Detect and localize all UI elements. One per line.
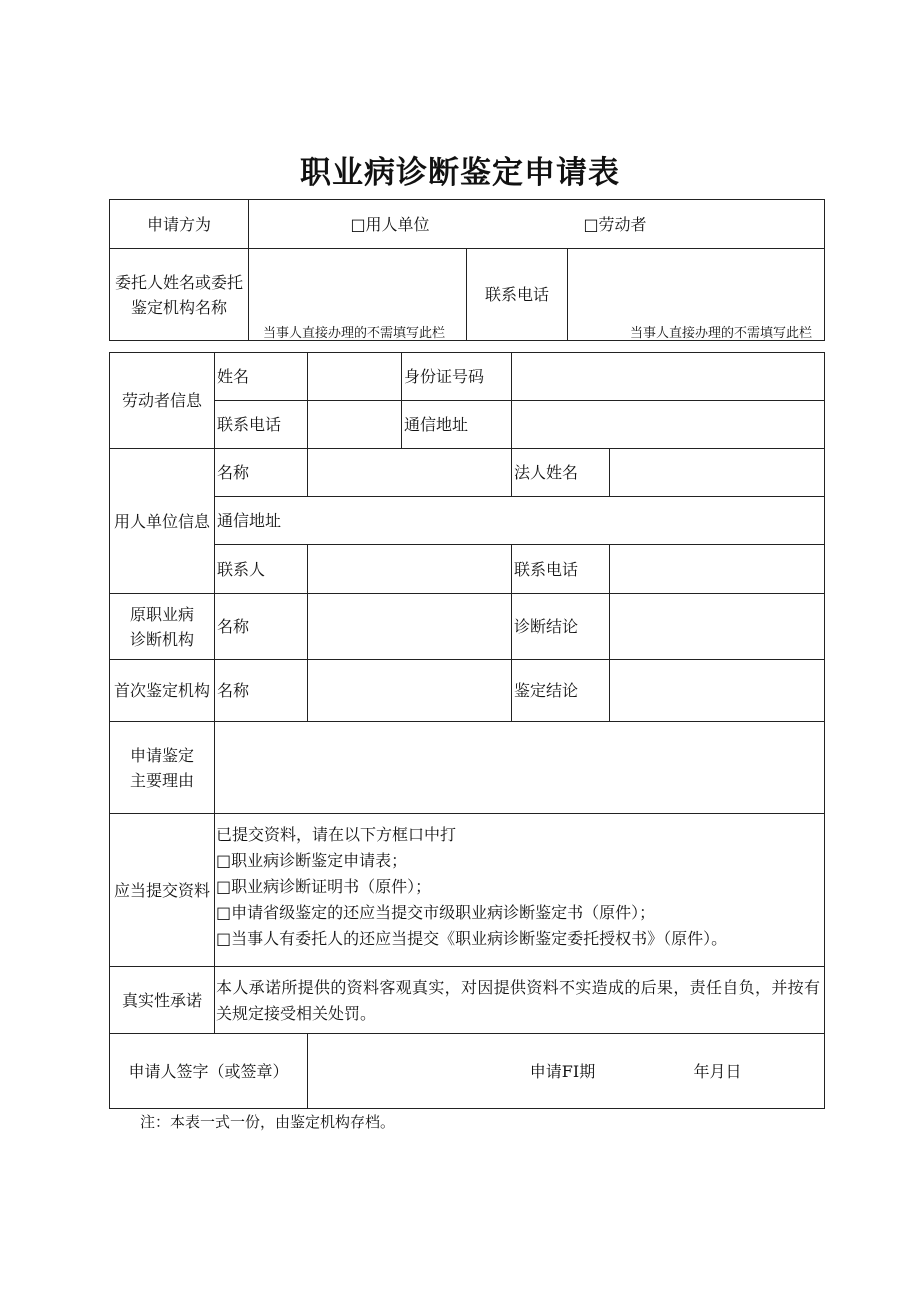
reason-label-line1: 申请鉴定 [129,745,194,765]
appraisal-conclusion-field[interactable] [610,660,824,721]
original-diagnosis-name-label: 名称 [217,617,250,636]
first-appraisal-label: 首次鉴定机构 [113,681,210,700]
worker-name-field[interactable] [308,353,401,400]
materials-instruction: 已提交资料，请在以下方框口中打 [216,825,457,844]
employer-name-label: 名称 [217,463,250,482]
first-appraisal-name-label: 名称 [217,681,250,700]
agent-name-label [110,249,248,340]
material-checkbox-diagnosis-certificate[interactable]: □职业病诊断证明书（原件）； [216,877,432,896]
applicant-employer-checkbox[interactable]: □用人单位 [350,214,430,234]
worker-id-label: 身份证号码 [404,367,485,386]
original-diagnosis-label-line2: 诊断机构 [129,629,194,649]
applicant-worker-checkbox[interactable]: □劳动者 [583,214,647,234]
material-checkbox-authorization[interactable]: □当事人有委托人的还应当提交《职业病诊断鉴定委托授权书》（原件）。 [216,929,728,948]
legal-rep-label: 法人姓名 [514,463,579,482]
diagnosis-conclusion-label: 诊断结论 [514,617,579,636]
application-date-label: 申请FI期 [529,1061,596,1081]
reason-label [110,722,214,813]
worker-info-label: 劳动者信息 [121,391,202,410]
agent-phone-hint: 当事人直接办理的不需填写此栏 [630,326,813,341]
employer-contact-field[interactable] [308,545,511,593]
application-date-field[interactable]: 年月日 [693,1061,742,1081]
agent-phone-label: 联系电话 [484,285,549,304]
employer-info-label: 用人单位信息 [113,511,210,531]
worker-address-label: 通信地址 [404,415,469,434]
employer-address-label: 通信地址 [217,511,282,530]
reason-field[interactable] [215,722,824,813]
commitment-text: 本人承诺所提供的资料客观真实，对因提供资料不实造成的后果，责任自负，并按有关规定接受相关处罚。 [216,978,820,1023]
form-title: 职业病诊断鉴定申请表 [300,155,620,191]
appraisal-conclusion-label: 鉴定结论 [514,681,579,700]
commitment-label: 真实性承诺 [121,990,202,1010]
worker-phone-label: 联系电话 [217,415,282,434]
employer-address-field[interactable] [308,497,824,544]
worker-name-label: 姓名 [217,367,250,386]
original-diagnosis-label [110,594,214,659]
materials-label: 应当提交资料 [113,880,210,900]
materials-list [216,822,822,952]
agent-name-label-line1: 委托人姓名或委托 [114,272,243,292]
signature-label: 申请人签字（或签章） [128,1061,289,1081]
worker-phone-field[interactable] [308,401,401,448]
employer-phone-field[interactable] [610,545,824,593]
legal-rep-field[interactable] [610,449,824,496]
material-checkbox-city-appraisal[interactable]: □申请省级鉴定的还应当提交市级职业病诊断鉴定书（原件）； [216,903,656,922]
diagnosis-conclusion-field[interactable] [610,594,824,659]
employer-contact-label: 联系人 [217,559,266,579]
worker-id-field[interactable] [512,353,824,400]
material-checkbox-application[interactable]: □职业病诊断鉴定申请表； [216,851,408,870]
reason-label-line2: 主要理由 [129,770,194,790]
first-appraisal-name-field[interactable] [308,660,511,721]
applicant-type-label: 申请方为 [146,214,211,234]
worker-address-field[interactable] [512,401,824,448]
employer-name-field[interactable] [308,449,511,496]
original-diagnosis-name-field[interactable] [308,594,511,659]
employer-phone-label: 联系电话 [514,559,579,579]
agent-name-hint: 当事人直接办理的不需填写此栏 [263,326,446,341]
footnote: 注：本表一式一份，由鉴定机构存档。 [140,1113,396,1131]
agent-name-label-line2: 鉴定机构名称 [130,297,227,317]
original-diagnosis-label-line1: 原职业病 [129,604,194,624]
